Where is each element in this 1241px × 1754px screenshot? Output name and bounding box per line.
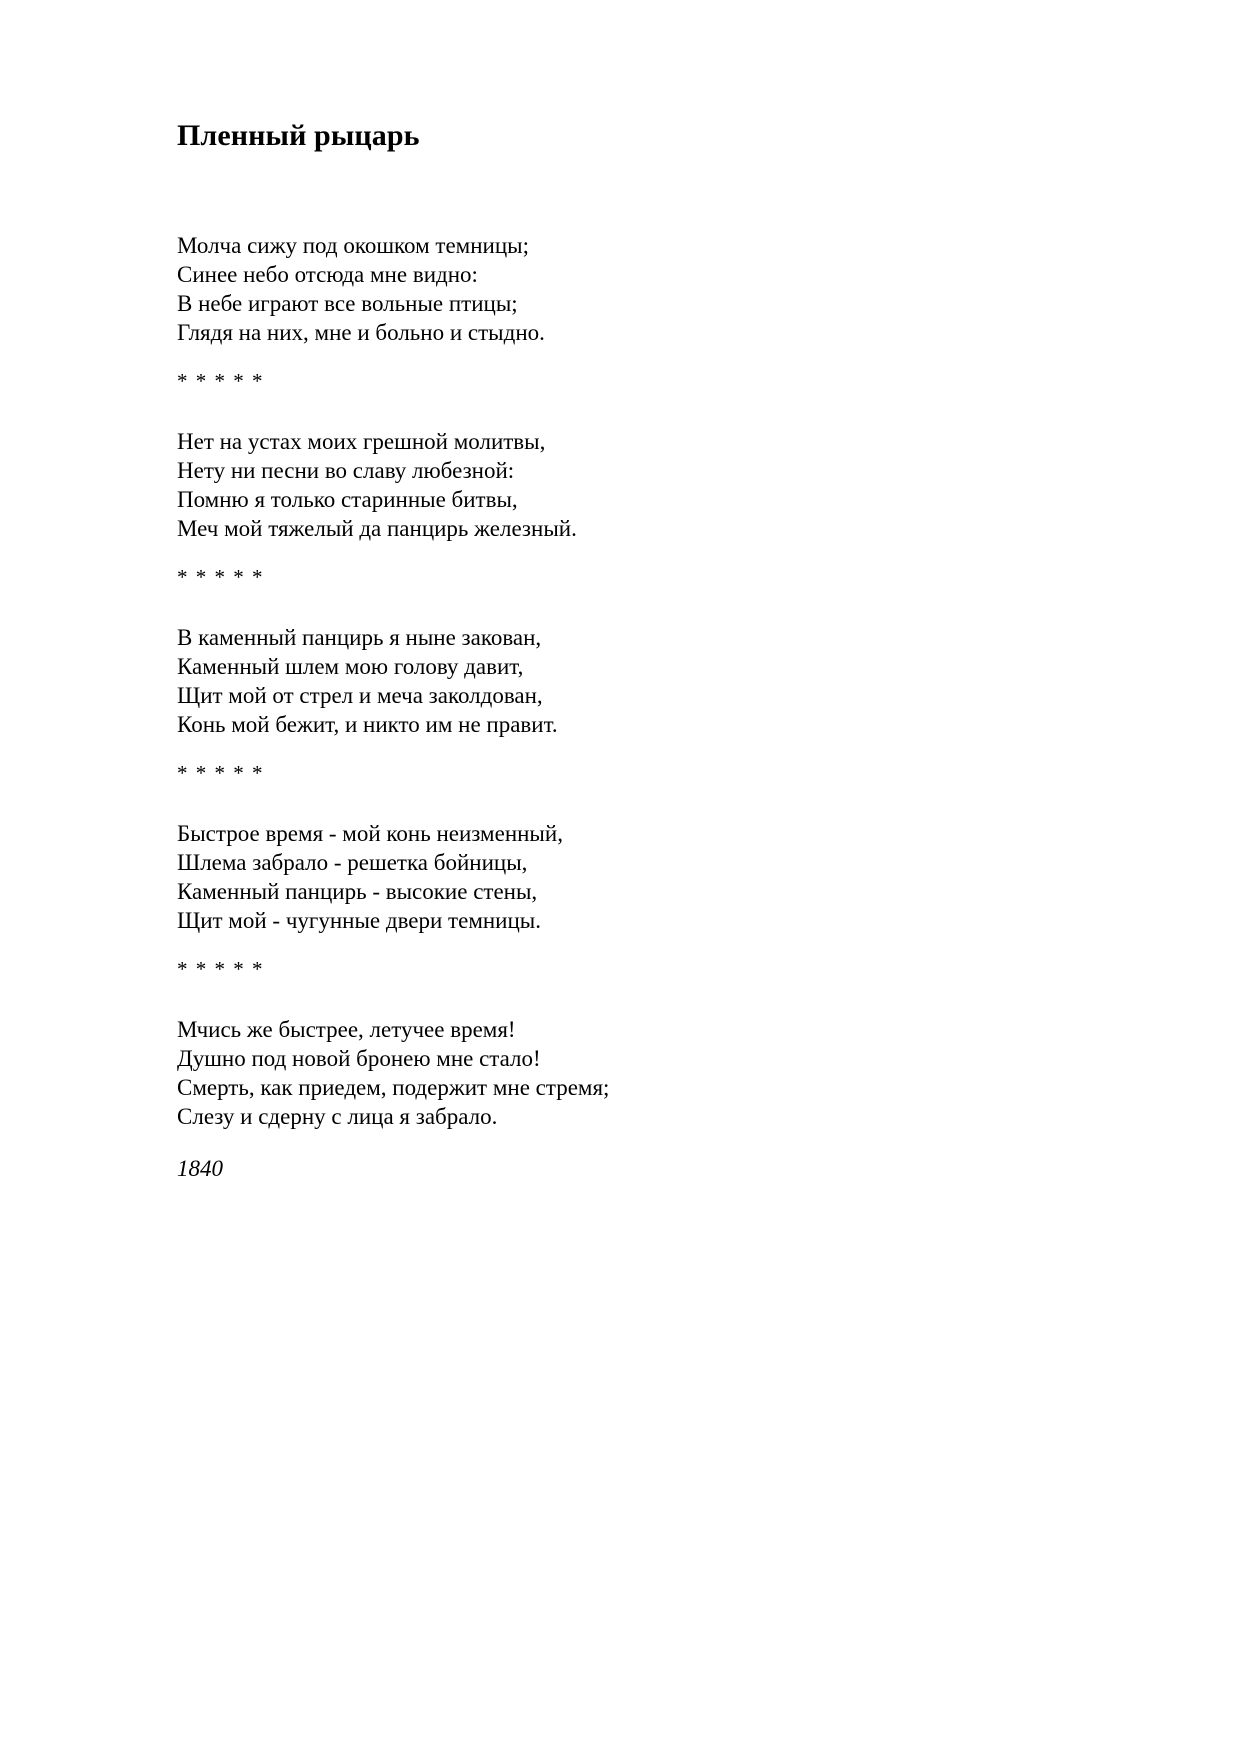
poem-line: В каменный панцирь я ныне закован, [177, 625, 542, 650]
poem-line: Конь мой бежит, и никто им не правит. [177, 712, 558, 737]
poem [177, 118, 1077, 1183]
poem-title: Пленный рыцарь [177, 119, 420, 152]
poem-line: Каменный панцирь - высокие стены, [177, 879, 538, 904]
poem-line: Смерть, как приедем, подержит мне стремя; [177, 1075, 610, 1100]
poem-line: Мчись же быстрее, летучее время! [177, 1017, 516, 1042]
poem-line: Быстрое время - мой конь неизменный, [177, 821, 563, 846]
poem-line: Меч мой тяжелый да панцирь железный. [177, 516, 577, 541]
stanza-separator: * * * * * [177, 565, 264, 589]
poem-line: Слезу и сдерну с лица я забрало. [177, 1104, 498, 1129]
stanza-separator: * * * * * [177, 957, 264, 981]
poem-line: Нет на устах моих грешной молитвы, [177, 429, 546, 454]
poem-line: Шлема забрало - решетка бойницы, [177, 850, 528, 875]
stanza-separator: * * * * * [177, 369, 264, 393]
stanza-1 [177, 231, 1077, 347]
poem-line: Синее небо отсюда мне видно: [177, 262, 478, 287]
stanza-2 [177, 427, 1077, 543]
stanza-separator: * * * * * [177, 761, 264, 785]
poem-line: В небе играют все вольные птицы; [177, 291, 518, 316]
poem-line: Глядя на них, мне и больно и стыдно. [177, 320, 545, 345]
stanza-3 [177, 623, 1077, 739]
poem-line: Нету ни песни во славу любезной: [177, 458, 515, 483]
poem-line: Щит мой от стрел и меча заколдован, [177, 683, 543, 708]
poem-line: Каменный шлем мою голову давит, [177, 654, 524, 679]
poem-year: 1840 [177, 1156, 223, 1181]
stanza-4 [177, 819, 1077, 935]
poem-line: Щит мой - чугунные двери темницы. [177, 908, 542, 933]
poem-line: Молча сижу под окошком темницы; [177, 233, 530, 258]
poem-line: Душно под новой бронею мне стало! [177, 1046, 541, 1071]
stanza-5 [177, 1015, 1077, 1131]
poem-line: Помню я только старинные битвы, [177, 487, 518, 512]
